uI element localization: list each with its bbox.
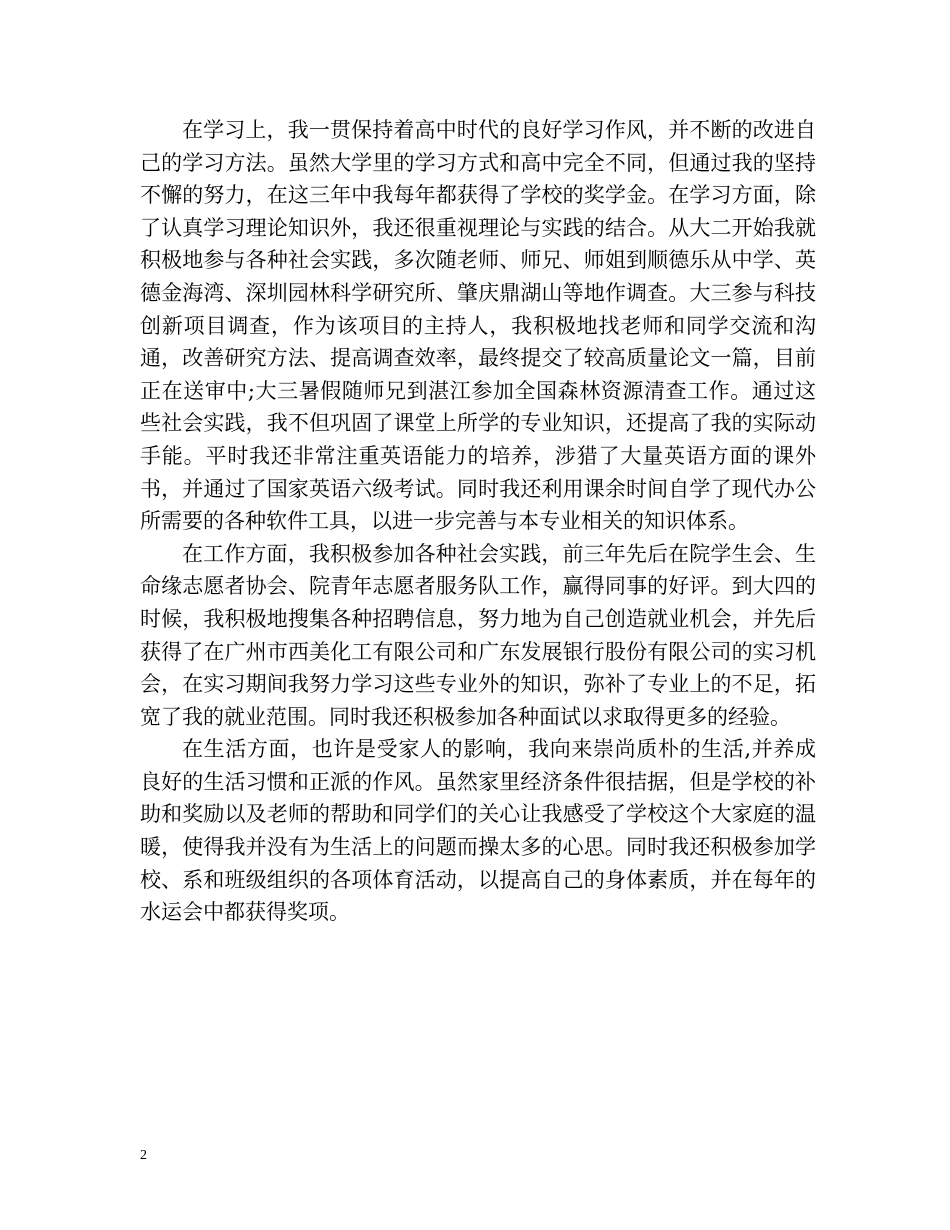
page-number: 2 (140, 1148, 147, 1163)
paragraph-work: 在工作方面，我积极参加各种社会实践，前三年先后在院学生会、生命缘志愿者协会、院青年志愿者服务队工作，赢得同事的好评。到大四的时候，我积极地搜集各种招聘信息，努力地为自己创造就业机会，并先后获得了在广州市西美化工有限公司和广东发展银行股份有限公司的实习机会，在实习期间我努力学习这些专业外的知识，弥补了专业上的不足，拓宽了我的就业范围。同时我还积极参加各种面试以求取得更多的经验。 (140, 541, 816, 729)
document-body (140, 114, 816, 929)
paragraph-life: 在生活方面，也许是受家人的影响，我向来崇尚质朴的生活,并养成良好的生活习惯和正派的作风。虽然家里经济条件很拮据，但是学校的补助和奖励以及老师的帮助和同学们的关心让我感受了学校这个大家庭的温暖，使得我并没有为生活上的问题而操太多的心思。同时我还积极参加学校、系和班级组织的各项体育活动，以提高自己的身体素质，并在每年的水运会中都获得奖项。 (140, 737, 816, 925)
paragraph-study: 在学习上，我一贯保持着高中时代的良好学习作风，并不断的改进自己的学习方法。虽然大学里的学习方式和高中完全不同，但通过我的坚持不懈的努力，在这三年中我每年都获得了学校的奖学金。在学习方面，除了认真学习理论知识外，我还很重视理论与实践的结合。从大二开始我就积极地参与各种社会实践，多次随老师、师兄、师姐到顺德乐从中学、英德金海湾、深圳园林科学研究所、肇庆鼎湖山等地作调查。大三参与科技创新项目调查，作为该项目的主持人，我积极地找老师和同学交流和沟通，改善研究方法、提高调查效率，最终提交了较高质量论文一篇，目前正在送审中;大三暑假随师兄到湛江参加全国森林资源清查工作。通过这些社会实践，我不但巩固了课堂上所学的专业知识，还提高了我的实际动手能。平时我还非常注重英语能力的培养，涉猎了大量英语方面的课外书，并通过了国家英语六级考试。同时我还利用课余时间自学了现代办公所需要的各种软件工具，以进一步完善与本专业相关的知识体系。 (140, 118, 816, 534)
